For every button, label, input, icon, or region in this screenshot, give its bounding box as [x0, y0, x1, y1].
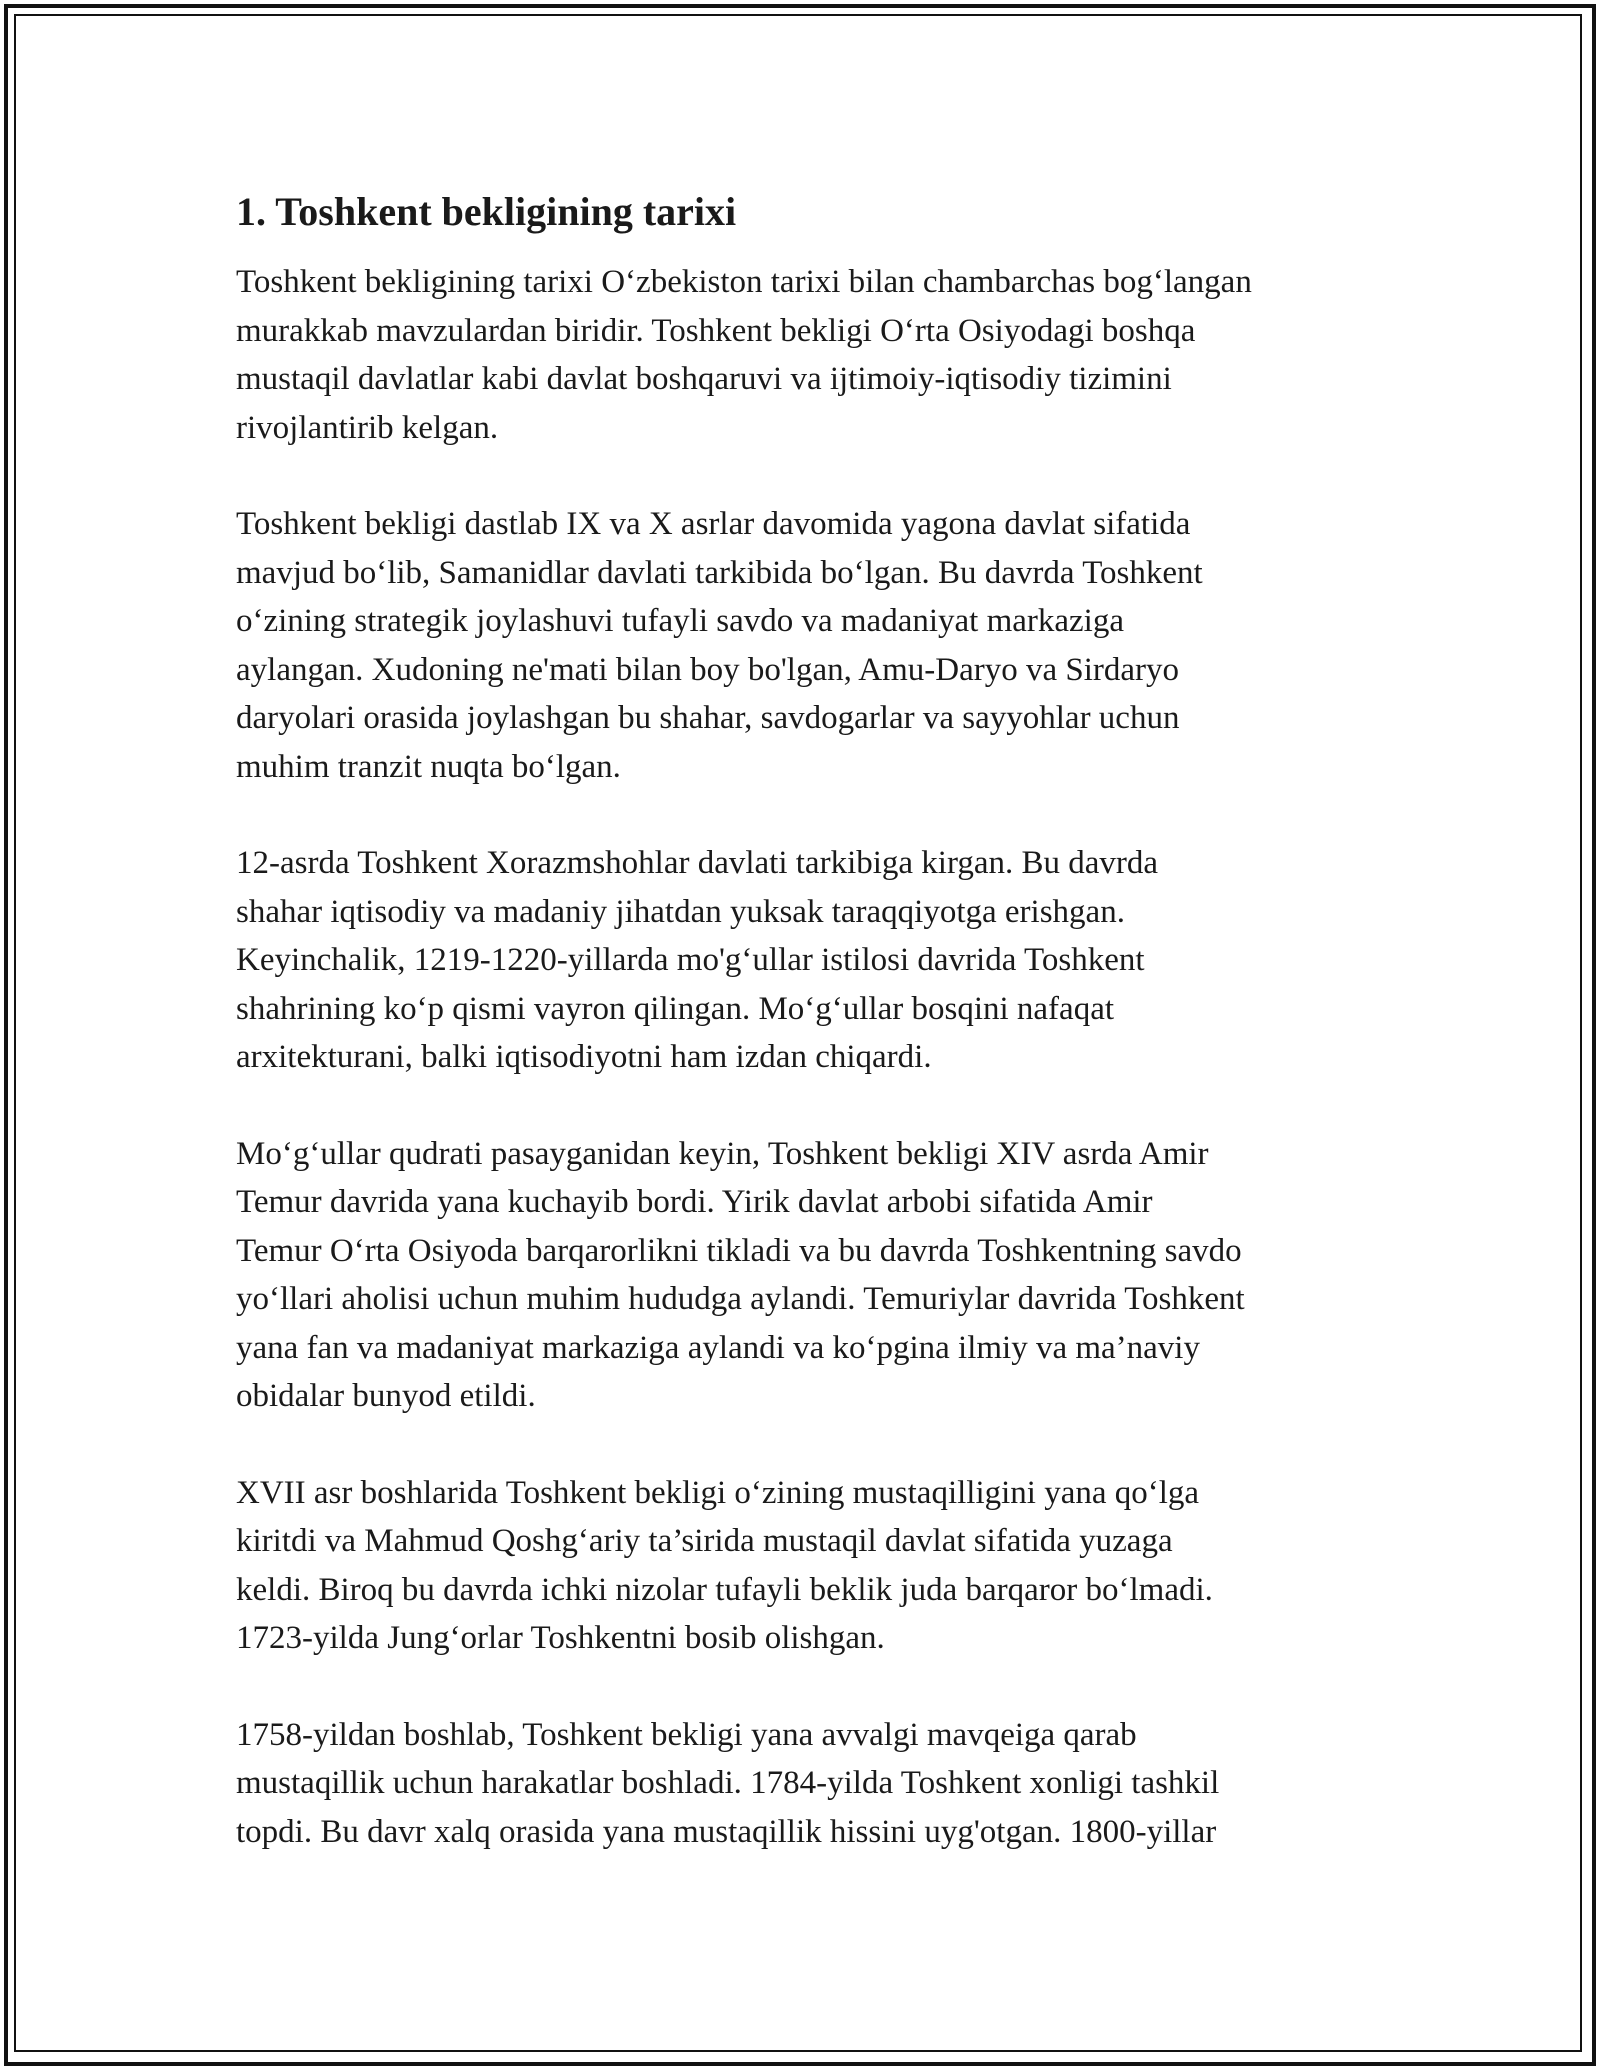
paragraph-1: Toshkent bekligining tarixi O‘zbekiston tarixi bilan chambarchas bog‘langan murakkab mavzulardan biridir. Toshkent bekligi O‘rta Osiyodagi boshqa mustaqil davlatlar kabi davlat boshqaruvi va ijtimoiy-iqtisodiy tizimini rivojlantirib kelgan.	[236, 264, 1252, 446]
section-heading: 1. Toshkent bekligining tarixi	[236, 189, 737, 234]
paragraph-6: 1758-yildan boshlab, Toshkent bekligi yana avvalgi mavqeiga qarab mustaqillik uchun harakatlar boshladi. 1784-yilda Toshkent xonligi tashkil topdi. Bu davr xalq orasida yana mustaqillik hissini uyg'otgan. 1800-yillar	[236, 1716, 1220, 1850]
paragraph-3: 12-asrda Toshkent Xorazmshohlar davlati tarkibiga kirgan. Bu davrda shahar iqtisodiy va madaniy jihatdan yuksak taraqqiyotga erishgan. Keyinchalik, 1219-1220-yillarda mo'g‘ullar istilosi davrida Toshkent shahrining ko‘p qismi vayron qilingan. Mo‘g‘ullar bosqini nafaqat arxitekturani, balki iqtisodiyotni ham izdan chiqardi.	[236, 845, 1159, 1075]
paragraph-2: Toshkent bekligi dastlab IX va X asrlar davomida yagona davlat sifatida mavjud bo‘lib, Samanidlar davlati tarkibida bo‘lgan. Bu davrda Toshkent o‘zining strategik joylashuvi tufayli savdo va madaniyat markaziga aylangan. Xudoning ne'mati bilan boy bo'lgan, Amu-Daryo va Sirdaryo daryolari orasida joylashgan bu shahar, savdogarlar va sayyohlar uchun muhim tranzit nuqta bo‘lgan.	[236, 506, 1203, 785]
document-body	[236, 186, 1386, 1904]
paragraph-4: Mo‘g‘ullar qudrati pasayganidan keyin, Toshkent bekligi XIV asrda Amir Temur davrida yana kuchayib bordi. Yirik davlat arbobi sifatida Amir Temur O‘rta Osiyoda barqarorlikni tikladi va bu davrda Toshkentning savdo yo‘llari aholisi uchun muhim hududga aylandi. Temuriylar davrida Toshkent yana fan va madaniyat markaziga aylandi va ko‘pgina ilmiy va ma’naviy obidalar bunyod etildi.	[236, 1135, 1245, 1414]
paragraph-5: XVII asr boshlarida Toshkent bekligi o‘zining mustaqilligini yana qo‘lga kiritdi va Mahmud Qoshg‘ariy ta’sirida mustaqil davlat sifatida yuzaga keldi. Biroq bu davrda ichki nizolar tufayli beklik juda barqaror bo‘lmadi. 1723-yilda Jung‘orlar Toshkentni bosib olishgan.	[236, 1474, 1213, 1656]
